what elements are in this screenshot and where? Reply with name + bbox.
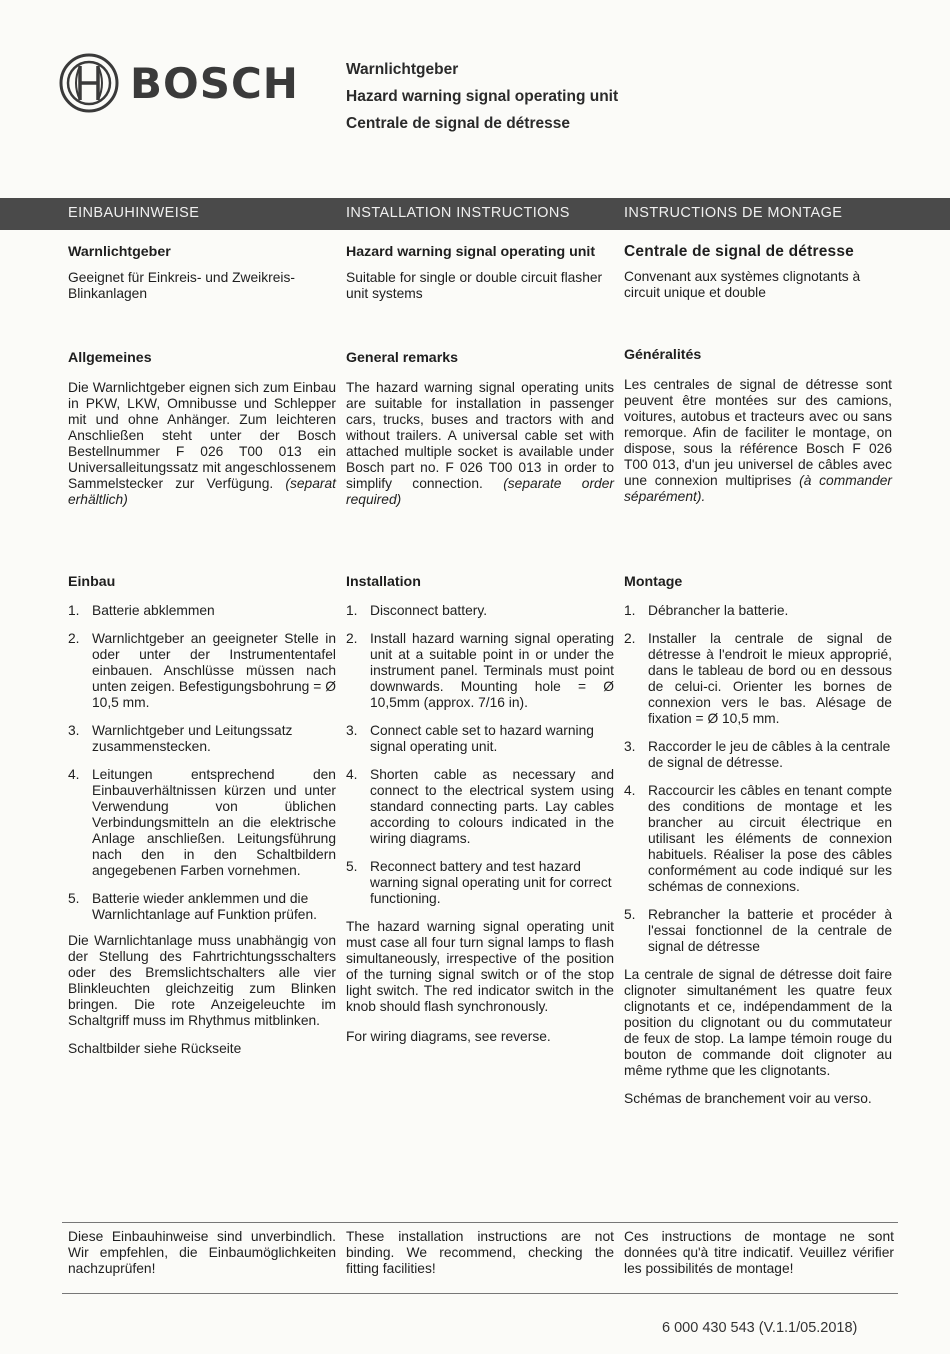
disclaimer-en: These installation instructions are not binding. We recommend, checking the fitting facilities! [346, 1229, 614, 1276]
logo-wordmark: BOSCH [130, 58, 299, 108]
step-item: 3. Raccorder le jeu de câbles à la centrale de signal de détresse. [624, 739, 891, 770]
step-item: 4. Leitungen entsprechend den Einbauverhältnissen kürzen und unter Verwendung von üblichen Verbindungsmitteln an die elektrische Anlage anschließen. Leitungsführung nach den in den Schaltbildern angegebenen Farben vornehmen. [68, 767, 336, 878]
install-heading: Montage [624, 574, 683, 590]
suitability-text: Convenant aux systèmes clignotants à circuit unique et double [624, 269, 861, 300]
step-item: 2. Installer la centrale de signal de détresse à l'endroit le mieux approprié, dans le tableau de bord ou en dessous de celui-ci. Orienter les bornes de connexion vers le bas. Alésage de fixation = Ø 10,5 mm. [624, 631, 892, 726]
function-text: The hazard warning signal operating unit must case all four turn signal lamps to flash simultaneously, irrespective of the position of the turning signal switch or of the stop light switch. The red indicator switch in the knob should flash synchronously. [346, 919, 614, 1014]
step-item: 5. Batterie wieder anklemmen und die Warnlichtanlage auf Funktion prüfen. [68, 891, 317, 922]
bosch-armature-icon [58, 52, 120, 114]
language-header-bar [0, 198, 950, 230]
title-fr: Centrale de signal de détresse [346, 115, 570, 132]
column-fr [624, 243, 892, 590]
tab-en: INSTALLATION INSTRUCTIONS [346, 205, 570, 221]
suitability-text: Geeignet für Einkreis- und Zweikreis-Blinkanlagen [68, 270, 295, 301]
diagram-reference: For wiring diagrams, see reverse. [346, 1029, 551, 1044]
general-heading: Allgemeines [68, 350, 152, 366]
disclaimer-fr: Ces instructions de montage ne sont données qu'à titre indicatif. Veuillez vérifier les possibilités de montage! [624, 1229, 894, 1276]
general-heading: Généralités [624, 347, 702, 363]
bosch-logo [58, 52, 299, 114]
column-de [68, 244, 336, 590]
function-text: Die Warnlichtanlage muss unabhängig von der Stellung des Fahrtrichtungsschalters oder des Bremslichtschalters alle vier Blinkleuchten gleichzeitig zum Blinken bringen. Die rote Anzeigeleuchte im Schaltgriff muss im Rhythmus mitblinken. [68, 933, 336, 1028]
document-number: 6 000 430 543 (V.1.1/05.2018) [662, 1320, 858, 1336]
title-en: Hazard warning signal operating unit [346, 88, 619, 105]
disclaimer-de: Diese Einbauhinweise sind unverbindlich. Wir empfehlen, die Einbaumöglichkeiten nachzuprüfen! [68, 1229, 336, 1276]
tab-fr: INSTRUCTIONS DE MONTAGE [624, 205, 843, 221]
step-item: 1. Batterie abklemmen [68, 603, 215, 618]
step-item: 5. Rebrancher la batterie et procéder à l'essai fonctionnel de la centrale de signal de détresse [624, 907, 892, 954]
step-item: 2. Install hazard warning signal operating unit at a suitable point in or under the instrument panel. Terminals must point downwards. Mounting hole = Ø 10,5mm (approx. 7/16 in). [346, 631, 614, 710]
footer-top-rule [62, 1222, 898, 1223]
column-en [346, 244, 614, 590]
steps-en [346, 603, 614, 1045]
general-text: The hazard warning signal operating units are suitable for installation in passenger cars, trucks, buses and tractors with and without trailers. A universal cable set with attached multiple socket is available under Bosch part no. F 026 T00 013 in order to simplify connection. (separate order required) [346, 380, 614, 507]
footer-bottom-rule [62, 1293, 898, 1294]
step-item: 5. Reconnect battery and test hazard warning signal operating unit for correct functioning. [346, 859, 612, 906]
suitability-text: Suitable for single or double circuit flasher unit systems [346, 270, 603, 301]
title-de: Warnlichtgeber [346, 61, 459, 78]
step-item: 2. Warnlichtgeber an geeigneter Stelle in oder unter der Instrumententafel einbauen. Anschlüsse müssen nach unten zeigen. Befestigungsbohrung = Ø 10,5 mm. [68, 631, 336, 710]
steps-fr [624, 603, 892, 1107]
general-text: Die Warnlichtgeber eignen sich zum Einbau in PKW, LKW, Omnibusse und Schlepper mit und ohne Anhänger. Zum leichteren Anschließen steht unter der Bosch Bestellnummer F 026 T00 013 ein Universalleitungssatz mit angeschlossenem Sammelstecker zur Verfügung. (separat erhältlich) [68, 380, 336, 507]
document-titles [346, 56, 618, 137]
general-heading: General remarks [346, 350, 458, 366]
steps-de [68, 603, 336, 1057]
step-item: 4. Shorten cable as necessary and connect to the electrical system using standard connecting parts. Lay cables according to colours indicated in the wiring diagrams. [346, 767, 614, 846]
step-item: 3. Warnlichtgeber und Leitungssatz zusammenstecken. [68, 723, 293, 754]
general-text: Les centrales de signal de détresse sont peuvent être montées sur des camions, voitures, autobus et tracteurs avec ou sans remorque. Afin de faciliter le montage, on dispose, sous la référence Bosch F 026 T00 013, d'un jeu universel de câbles avec une connexion multiprises (à commander séparément). [624, 377, 892, 504]
install-heading: Einbau [68, 574, 116, 590]
install-heading: Installation [346, 574, 421, 590]
step-item: 1. Débrancher la batterie. [624, 603, 789, 618]
product-heading: Warnlichtgeber [68, 244, 171, 260]
product-heading: Centrale de signal de détresse [624, 243, 854, 260]
diagram-reference: Schaltbilder siehe Rückseite [68, 1041, 242, 1056]
step-item: 4. Raccourcir les câbles en tenant compte des conditions de montage et les brancher au circuit électrique en utilisant les éléments de connexion habituels. Réaliser la pose des câbles conformément au code indiqué sur les schémas de connexions. [624, 783, 892, 894]
product-heading: Hazard warning signal operating unit [346, 244, 596, 260]
step-item: 3. Connect cable set to hazard warning signal operating unit. [346, 723, 594, 754]
step-item: 1. Disconnect battery. [346, 603, 488, 618]
diagram-reference: Schémas de branchement voir au verso. [624, 1091, 872, 1106]
function-text: La centrale de signal de détresse doit faire clignoter simultanément les quatre feux clignotants et ce, indépendamment de la position du clignotant ou du commutateur de feux de stop. La lampe témoin rouge du bouton de commande doit clignoter au même rythme que les clignotants. [624, 967, 892, 1078]
tab-de: EINBAUHINWEISE [68, 205, 200, 221]
